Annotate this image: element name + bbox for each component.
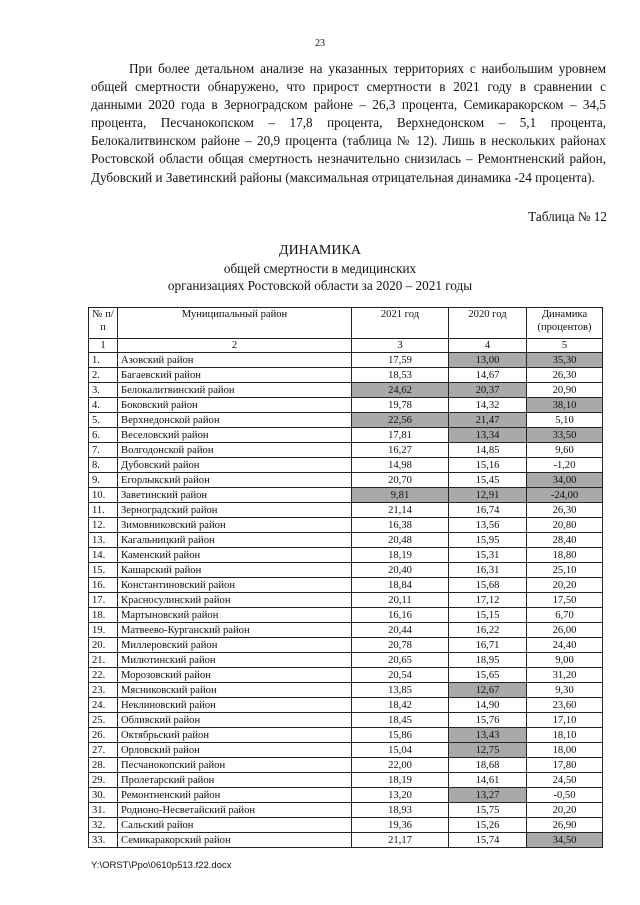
value-2020: 13,56 bbox=[449, 518, 527, 533]
row-number: 16. bbox=[89, 578, 118, 593]
value-2021: 16,38 bbox=[352, 518, 449, 533]
value-dynamics: 5,10 bbox=[527, 413, 603, 428]
value-2021: 13,20 bbox=[352, 788, 449, 803]
table-row bbox=[89, 473, 603, 488]
row-number: 18. bbox=[89, 608, 118, 623]
district-name: Веселовский район bbox=[118, 428, 352, 443]
table-header-row bbox=[89, 308, 603, 339]
table-row bbox=[89, 368, 603, 383]
district-name: Багаевский район bbox=[118, 368, 352, 383]
table-row bbox=[89, 578, 603, 593]
district-name: Ремонтненский район bbox=[118, 788, 352, 803]
value-2020: 15,75 bbox=[449, 803, 527, 818]
district-name: Сальский район bbox=[118, 818, 352, 833]
table-row bbox=[89, 683, 603, 698]
table-row bbox=[89, 413, 603, 428]
row-number: 26. bbox=[89, 728, 118, 743]
value-dynamics: 35,30 bbox=[527, 353, 603, 368]
table-row bbox=[89, 608, 603, 623]
table-body bbox=[89, 353, 603, 848]
table-row bbox=[89, 548, 603, 563]
value-2020: 13,00 bbox=[449, 353, 527, 368]
table-row bbox=[89, 398, 603, 413]
value-2021: 20,11 bbox=[352, 593, 449, 608]
district-name: Волгодонской район bbox=[118, 443, 352, 458]
table-row bbox=[89, 353, 603, 368]
district-name: Родионо-Несветайский район bbox=[118, 803, 352, 818]
value-dynamics: 28,40 bbox=[527, 533, 603, 548]
district-name: Пролетарский район bbox=[118, 773, 352, 788]
district-name: Кашарский район bbox=[118, 563, 352, 578]
district-name: Белокалитвинский район bbox=[118, 383, 352, 398]
value-2021: 13,85 bbox=[352, 683, 449, 698]
table-row bbox=[89, 743, 603, 758]
value-2020: 16,74 bbox=[449, 503, 527, 518]
value-dynamics: 33,50 bbox=[527, 428, 603, 443]
value-2021: 15,04 bbox=[352, 743, 449, 758]
value-2020: 15,65 bbox=[449, 668, 527, 683]
value-2020: 21,47 bbox=[449, 413, 527, 428]
value-2021: 20,78 bbox=[352, 638, 449, 653]
row-number: 12. bbox=[89, 518, 118, 533]
value-dynamics: 20,80 bbox=[527, 518, 603, 533]
col-number: 3 bbox=[352, 339, 449, 353]
value-2021: 21,14 bbox=[352, 503, 449, 518]
value-2021: 17,81 bbox=[352, 428, 449, 443]
value-2020: 14,32 bbox=[449, 398, 527, 413]
row-number: 11. bbox=[89, 503, 118, 518]
row-number: 29. bbox=[89, 773, 118, 788]
value-dynamics: 26,30 bbox=[527, 368, 603, 383]
value-dynamics: 38,10 bbox=[527, 398, 603, 413]
header-district: Муниципальный район bbox=[118, 308, 352, 339]
value-2021: 9,81 bbox=[352, 488, 449, 503]
district-name: Октябрьский район bbox=[118, 728, 352, 743]
value-2021: 16,16 bbox=[352, 608, 449, 623]
table-subtitle-line-1: общей смертности в медицинских bbox=[223, 261, 417, 276]
value-2021: 18,84 bbox=[352, 578, 449, 593]
row-number: 6. bbox=[89, 428, 118, 443]
col-number: 4 bbox=[449, 339, 527, 353]
value-dynamics: 26,30 bbox=[527, 503, 603, 518]
table-row bbox=[89, 443, 603, 458]
value-dynamics: -24,00 bbox=[527, 488, 603, 503]
district-name: Милютинский район bbox=[118, 653, 352, 668]
value-2020: 18,95 bbox=[449, 653, 527, 668]
value-2020: 13,27 bbox=[449, 788, 527, 803]
value-2021: 18,42 bbox=[352, 698, 449, 713]
value-2020: 14,90 bbox=[449, 698, 527, 713]
value-dynamics: 9,60 bbox=[527, 443, 603, 458]
value-2021: 15,86 bbox=[352, 728, 449, 743]
district-name: Мартыновский район bbox=[118, 608, 352, 623]
row-number: 33. bbox=[89, 833, 118, 848]
value-2021: 20,65 bbox=[352, 653, 449, 668]
header-2020: 2020 год bbox=[449, 308, 527, 339]
value-2021: 20,54 bbox=[352, 668, 449, 683]
table-row bbox=[89, 638, 603, 653]
table-row bbox=[89, 758, 603, 773]
table-subtitle-line-2: организациях Ростовской области за 2020 – 2021 годы bbox=[167, 278, 473, 293]
row-number: 17. bbox=[89, 593, 118, 608]
value-dynamics: 24,40 bbox=[527, 638, 603, 653]
row-number: 24. bbox=[89, 698, 118, 713]
value-2021: 16,27 bbox=[352, 443, 449, 458]
value-2021: 21,17 bbox=[352, 833, 449, 848]
row-number: 13. bbox=[89, 533, 118, 548]
col-number: 5 bbox=[527, 339, 603, 353]
table-row bbox=[89, 503, 603, 518]
value-2021: 17,59 bbox=[352, 353, 449, 368]
district-name: Обливский район bbox=[118, 713, 352, 728]
table-row bbox=[89, 488, 603, 503]
body-paragraph: При более детальном анализе на указанных территориях с наибольшим уровнем общей смертности обнаружено, что прирост смертности в 2021 году в сравнении с данными 2020 года в Зерноградском районе – 26,3 процента, Семикаракорском – 34,5 процента, Песчанокопском – 17,8 процента, Верхнедонском – 5,1 процента, Белокалитвинском районе – 20,9 процента (таблица № 12). Лишь в нескольких районах Ростовской области общая смертность незначительно снизилась – Ремонтненский район, Дубовский и Заветинский районы (максимальная отрицательная динамика -24 процента). bbox=[91, 61, 606, 185]
table-row bbox=[89, 563, 603, 578]
value-2021: 18,53 bbox=[352, 368, 449, 383]
table-row bbox=[89, 518, 603, 533]
district-name: Каменский район bbox=[118, 548, 352, 563]
value-dynamics: 26,90 bbox=[527, 818, 603, 833]
row-number: 2. bbox=[89, 368, 118, 383]
row-number: 5. bbox=[89, 413, 118, 428]
value-dynamics: 17,10 bbox=[527, 713, 603, 728]
row-number: 20. bbox=[89, 638, 118, 653]
value-2020: 20,37 bbox=[449, 383, 527, 398]
district-name: Красносулинский район bbox=[118, 593, 352, 608]
value-2020: 15,45 bbox=[449, 473, 527, 488]
value-dynamics: -1,20 bbox=[527, 458, 603, 473]
table-title: ДИНАМИКА bbox=[279, 243, 361, 258]
row-number: 1. bbox=[89, 353, 118, 368]
table-row bbox=[89, 713, 603, 728]
row-number: 3. bbox=[89, 383, 118, 398]
row-number: 27. bbox=[89, 743, 118, 758]
file-path-footer: Y:\ORST\Ppo\0610p513.f22.docx bbox=[91, 860, 232, 871]
value-2021: 18,93 bbox=[352, 803, 449, 818]
table-row bbox=[89, 533, 603, 548]
value-dynamics: 20,20 bbox=[527, 578, 603, 593]
value-2021: 14,98 bbox=[352, 458, 449, 473]
district-name: Зимовниковский район bbox=[118, 518, 352, 533]
value-dynamics: 9,30 bbox=[527, 683, 603, 698]
value-2020: 15,68 bbox=[449, 578, 527, 593]
table-row bbox=[89, 428, 603, 443]
value-2020: 17,12 bbox=[449, 593, 527, 608]
table-row bbox=[89, 818, 603, 833]
value-2021: 22,56 bbox=[352, 413, 449, 428]
value-2020: 13,34 bbox=[449, 428, 527, 443]
table-label: Таблица № 12 bbox=[528, 209, 607, 224]
table-row bbox=[89, 698, 603, 713]
value-dynamics: 9,00 bbox=[527, 653, 603, 668]
row-number: 4. bbox=[89, 398, 118, 413]
row-number: 23. bbox=[89, 683, 118, 698]
value-2020: 14,85 bbox=[449, 443, 527, 458]
value-dynamics: 26,00 bbox=[527, 623, 603, 638]
value-2020: 15,26 bbox=[449, 818, 527, 833]
value-2021: 19,36 bbox=[352, 818, 449, 833]
row-number: 19. bbox=[89, 623, 118, 638]
value-2021: 20,44 bbox=[352, 623, 449, 638]
district-name: Заветинский район bbox=[118, 488, 352, 503]
district-name: Зерноградский район bbox=[118, 503, 352, 518]
row-number: 30. bbox=[89, 788, 118, 803]
header-2021: 2021 год bbox=[352, 308, 449, 339]
column-number-row bbox=[89, 339, 603, 353]
value-dynamics: 17,50 bbox=[527, 593, 603, 608]
table-row bbox=[89, 833, 603, 848]
table-row bbox=[89, 653, 603, 668]
row-number: 8. bbox=[89, 458, 118, 473]
row-number: 14. bbox=[89, 548, 118, 563]
value-2021: 24,62 bbox=[352, 383, 449, 398]
row-number: 21. bbox=[89, 653, 118, 668]
value-dynamics: 18,00 bbox=[527, 743, 603, 758]
row-number: 9. bbox=[89, 473, 118, 488]
value-dynamics: 6,70 bbox=[527, 608, 603, 623]
district-name: Песчанокопский район bbox=[118, 758, 352, 773]
district-name: Орловский район bbox=[118, 743, 352, 758]
value-2021: 22,00 bbox=[352, 758, 449, 773]
row-number: 7. bbox=[89, 443, 118, 458]
value-2020: 16,22 bbox=[449, 623, 527, 638]
row-number: 28. bbox=[89, 758, 118, 773]
value-2021: 19,78 bbox=[352, 398, 449, 413]
district-name: Матвеево-Курганский район bbox=[118, 623, 352, 638]
value-2020: 12,67 bbox=[449, 683, 527, 698]
table-row bbox=[89, 458, 603, 473]
value-2020: 15,16 bbox=[449, 458, 527, 473]
value-2020: 13,43 bbox=[449, 728, 527, 743]
table-row bbox=[89, 623, 603, 638]
value-2020: 15,31 bbox=[449, 548, 527, 563]
row-number: 32. bbox=[89, 818, 118, 833]
value-2020: 14,61 bbox=[449, 773, 527, 788]
district-name: Константиновский район bbox=[118, 578, 352, 593]
value-dynamics: 24,50 bbox=[527, 773, 603, 788]
value-2020: 15,15 bbox=[449, 608, 527, 623]
district-name: Егорлыкский район bbox=[118, 473, 352, 488]
value-2021: 20,70 bbox=[352, 473, 449, 488]
district-name: Дубовский район bbox=[118, 458, 352, 473]
value-2020: 12,75 bbox=[449, 743, 527, 758]
district-name: Неклиновский район bbox=[118, 698, 352, 713]
table-row bbox=[89, 773, 603, 788]
col-number: 2 bbox=[118, 339, 352, 353]
value-2020: 16,71 bbox=[449, 638, 527, 653]
value-2021: 20,48 bbox=[352, 533, 449, 548]
value-2020: 15,74 bbox=[449, 833, 527, 848]
table-row bbox=[89, 383, 603, 398]
value-2020: 18,68 bbox=[449, 758, 527, 773]
value-2020: 15,95 bbox=[449, 533, 527, 548]
row-number: 15. bbox=[89, 563, 118, 578]
district-name: Семикаракорский район bbox=[118, 833, 352, 848]
row-number: 31. bbox=[89, 803, 118, 818]
district-name: Азовский район bbox=[118, 353, 352, 368]
value-2021: 18,19 bbox=[352, 773, 449, 788]
district-name: Верхнедонской район bbox=[118, 413, 352, 428]
table-row bbox=[89, 668, 603, 683]
value-dynamics: 25,10 bbox=[527, 563, 603, 578]
value-2021: 20,40 bbox=[352, 563, 449, 578]
district-name: Боковский район bbox=[118, 398, 352, 413]
district-name: Кагальницкий район bbox=[118, 533, 352, 548]
table-row bbox=[89, 788, 603, 803]
value-dynamics: 20,20 bbox=[527, 803, 603, 818]
header-no: № п/п bbox=[89, 308, 118, 339]
header-dynamics: Динамика (процентов) bbox=[527, 308, 603, 339]
mortality-dynamics-table bbox=[88, 307, 603, 848]
page-number: 23 bbox=[315, 38, 325, 49]
value-2020: 14,67 bbox=[449, 368, 527, 383]
district-name: Мясниковский район bbox=[118, 683, 352, 698]
value-dynamics: 34,50 bbox=[527, 833, 603, 848]
value-2020: 15,76 bbox=[449, 713, 527, 728]
value-dynamics: 20,90 bbox=[527, 383, 603, 398]
value-2020: 12,91 bbox=[449, 488, 527, 503]
district-name: Морозовский район bbox=[118, 668, 352, 683]
col-number: 1 bbox=[89, 339, 118, 353]
district-name: Миллеровский район bbox=[118, 638, 352, 653]
value-dynamics: 18,80 bbox=[527, 548, 603, 563]
value-2020: 16,31 bbox=[449, 563, 527, 578]
value-2021: 18,45 bbox=[352, 713, 449, 728]
value-dynamics: 18,10 bbox=[527, 728, 603, 743]
value-dynamics: 23,60 bbox=[527, 698, 603, 713]
row-number: 25. bbox=[89, 713, 118, 728]
value-dynamics: 17,80 bbox=[527, 758, 603, 773]
table-row bbox=[89, 803, 603, 818]
value-dynamics: -0,50 bbox=[527, 788, 603, 803]
table-row bbox=[89, 728, 603, 743]
value-dynamics: 34,00 bbox=[527, 473, 603, 488]
value-dynamics: 31,20 bbox=[527, 668, 603, 683]
value-2021: 18,19 bbox=[352, 548, 449, 563]
table-row bbox=[89, 593, 603, 608]
row-number: 10. bbox=[89, 488, 118, 503]
row-number: 22. bbox=[89, 668, 118, 683]
